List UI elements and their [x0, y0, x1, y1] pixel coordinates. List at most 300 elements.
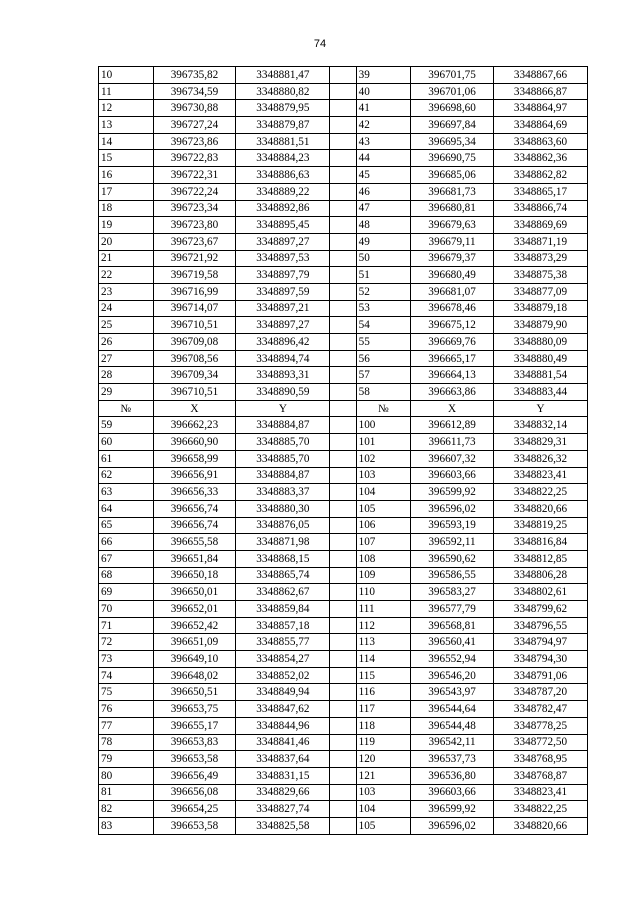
point-number-left: 70	[99, 601, 154, 618]
point-number-left: 16	[99, 167, 154, 184]
y-coordinate-right: 3348820,66	[494, 817, 588, 834]
point-number-left: 79	[99, 751, 154, 768]
y-coordinate-left: 3348879,95	[236, 100, 330, 117]
column-gap	[330, 384, 356, 401]
x-coordinate-right: 396537,73	[411, 751, 494, 768]
x-coordinate-right: 396583,27	[411, 584, 494, 601]
x-coordinate-right: 396552,94	[411, 651, 494, 668]
column-gap	[330, 183, 356, 200]
column-gap	[330, 484, 356, 501]
x-coordinate-left: 396655,58	[153, 534, 236, 551]
x-coordinate-right: 396690,75	[411, 150, 494, 167]
x-coordinate-right: 396599,92	[411, 801, 494, 818]
y-coordinate-left: 3348884,23	[236, 150, 330, 167]
x-coordinate-left: 396714,07	[153, 300, 236, 317]
y-coordinate-left: 3348897,59	[236, 283, 330, 300]
table-row	[99, 167, 588, 184]
column-gap	[330, 534, 356, 551]
point-number-right: 115	[356, 667, 411, 684]
point-number-left: 63	[99, 484, 154, 501]
x-coordinate-right: 396542,11	[411, 734, 494, 751]
table-row	[99, 500, 588, 517]
point-number-right: 103	[356, 467, 411, 484]
y-coordinate-left: 3348881,51	[236, 133, 330, 150]
y-coordinate-right: 3348873,29	[494, 250, 588, 267]
point-number-left: 62	[99, 467, 154, 484]
point-number-right: 118	[356, 717, 411, 734]
y-coordinate-right: 3348778,25	[494, 717, 588, 734]
x-coordinate-left: 396653,83	[153, 734, 236, 751]
table-row	[99, 717, 588, 734]
table-row	[99, 517, 588, 534]
table-row	[99, 133, 588, 150]
point-number-left: 15	[99, 150, 154, 167]
point-number-right: 104	[356, 801, 411, 818]
point-number-left: 67	[99, 550, 154, 567]
column-gap	[330, 684, 356, 701]
table-row	[99, 334, 588, 351]
table-row	[99, 567, 588, 584]
x-coordinate-left: 396734,59	[153, 83, 236, 100]
coordinates-table-body	[99, 67, 588, 835]
point-number-right: 106	[356, 517, 411, 534]
point-number-right: 105	[356, 500, 411, 517]
header-y-right: Y	[494, 400, 588, 417]
column-gap	[330, 367, 356, 384]
y-coordinate-right: 3348865,17	[494, 183, 588, 200]
x-coordinate-right: 396695,34	[411, 133, 494, 150]
point-number-left: 61	[99, 450, 154, 467]
y-coordinate-right: 3348879,90	[494, 317, 588, 334]
x-coordinate-right: 396544,64	[411, 701, 494, 718]
x-coordinate-right: 396603,66	[411, 784, 494, 801]
x-coordinate-left: 396653,58	[153, 751, 236, 768]
header-x-left: X	[153, 400, 236, 417]
point-number-left: 12	[99, 100, 154, 117]
point-number-right: 113	[356, 634, 411, 651]
y-coordinate-left: 3348897,53	[236, 250, 330, 267]
x-coordinate-right: 396543,97	[411, 684, 494, 701]
column-gap	[330, 817, 356, 834]
point-number-left: 74	[99, 667, 154, 684]
point-number-right: 40	[356, 83, 411, 100]
table-row	[99, 200, 588, 217]
table-row	[99, 784, 588, 801]
y-coordinate-right: 3348796,55	[494, 617, 588, 634]
x-coordinate-right: 396665,17	[411, 350, 494, 367]
y-coordinate-left: 3348896,42	[236, 334, 330, 351]
column-gap	[330, 200, 356, 217]
y-coordinate-right: 3348869,69	[494, 217, 588, 234]
point-number-right: 46	[356, 183, 411, 200]
x-coordinate-right: 396663,86	[411, 384, 494, 401]
column-gap	[330, 567, 356, 584]
x-coordinate-right: 396577,79	[411, 601, 494, 618]
point-number-right: 58	[356, 384, 411, 401]
x-coordinate-left: 396721,92	[153, 250, 236, 267]
y-coordinate-left: 3348825,58	[236, 817, 330, 834]
y-coordinate-left: 3348892,86	[236, 200, 330, 217]
table-row	[99, 300, 588, 317]
point-number-left: 26	[99, 334, 154, 351]
column-gap	[330, 667, 356, 684]
x-coordinate-right: 396593,19	[411, 517, 494, 534]
x-coordinate-left: 396650,01	[153, 584, 236, 601]
point-number-left: 80	[99, 767, 154, 784]
column-gap	[330, 584, 356, 601]
point-number-left: 13	[99, 117, 154, 134]
x-coordinate-left: 396656,91	[153, 467, 236, 484]
table-row	[99, 183, 588, 200]
y-coordinate-right: 3348864,97	[494, 100, 588, 117]
y-coordinate-left: 3348837,64	[236, 751, 330, 768]
x-coordinate-left: 396656,49	[153, 767, 236, 784]
x-coordinate-right: 396611,73	[411, 434, 494, 451]
point-number-right: 105	[356, 817, 411, 834]
x-coordinate-right: 396679,63	[411, 217, 494, 234]
header-x-right: X	[411, 400, 494, 417]
table-row	[99, 667, 588, 684]
x-coordinate-left: 396656,33	[153, 484, 236, 501]
column-gap	[330, 133, 356, 150]
y-coordinate-left: 3348889,22	[236, 183, 330, 200]
point-number-right: 117	[356, 701, 411, 718]
y-coordinate-left: 3348862,67	[236, 584, 330, 601]
y-coordinate-right: 3348879,18	[494, 300, 588, 317]
point-number-left: 24	[99, 300, 154, 317]
point-number-right: 109	[356, 567, 411, 584]
x-coordinate-left: 396709,34	[153, 367, 236, 384]
point-number-right: 45	[356, 167, 411, 184]
y-coordinate-right: 3348875,38	[494, 267, 588, 284]
y-coordinate-right: 3348862,36	[494, 150, 588, 167]
x-coordinate-left: 396722,83	[153, 150, 236, 167]
point-number-right: 47	[356, 200, 411, 217]
point-number-right: 110	[356, 584, 411, 601]
table-row	[99, 317, 588, 334]
y-coordinate-left: 3348884,87	[236, 467, 330, 484]
y-coordinate-right: 3348794,97	[494, 634, 588, 651]
point-number-right: 104	[356, 484, 411, 501]
y-coordinate-left: 3348829,66	[236, 784, 330, 801]
x-coordinate-right: 396607,32	[411, 450, 494, 467]
y-coordinate-left: 3348894,74	[236, 350, 330, 367]
y-coordinate-right: 3348791,06	[494, 667, 588, 684]
point-number-left: 72	[99, 634, 154, 651]
x-coordinate-right: 396681,07	[411, 283, 494, 300]
point-number-right: 120	[356, 751, 411, 768]
column-gap	[330, 550, 356, 567]
y-coordinate-left: 3348855,77	[236, 634, 330, 651]
table-row	[99, 534, 588, 551]
column-gap	[330, 350, 356, 367]
x-coordinate-left: 396722,31	[153, 167, 236, 184]
y-coordinate-right: 3348867,66	[494, 67, 588, 84]
table-row	[99, 651, 588, 668]
point-number-right: 111	[356, 601, 411, 618]
table-row	[99, 467, 588, 484]
table-row	[99, 250, 588, 267]
point-number-left: 23	[99, 283, 154, 300]
y-coordinate-left: 3348847,62	[236, 701, 330, 718]
x-coordinate-left: 396723,86	[153, 133, 236, 150]
y-coordinate-left: 3348885,70	[236, 434, 330, 451]
point-number-left: 73	[99, 651, 154, 668]
point-number-left: 78	[99, 734, 154, 751]
point-number-left: 27	[99, 350, 154, 367]
column-gap	[330, 150, 356, 167]
x-coordinate-left: 396656,08	[153, 784, 236, 801]
y-coordinate-right: 3348826,32	[494, 450, 588, 467]
y-coordinate-left: 3348841,46	[236, 734, 330, 751]
point-number-left: 60	[99, 434, 154, 451]
y-coordinate-left: 3348879,87	[236, 117, 330, 134]
y-coordinate-right: 3348816,84	[494, 534, 588, 551]
x-coordinate-right: 396599,92	[411, 484, 494, 501]
y-coordinate-right: 3348864,69	[494, 117, 588, 134]
point-number-right: 119	[356, 734, 411, 751]
y-coordinate-left: 3348854,27	[236, 651, 330, 668]
point-number-left: 59	[99, 417, 154, 434]
x-coordinate-right: 396681,73	[411, 183, 494, 200]
table-row	[99, 484, 588, 501]
point-number-right: 102	[356, 450, 411, 467]
x-coordinate-left: 396650,18	[153, 567, 236, 584]
y-coordinate-left: 3348881,47	[236, 67, 330, 84]
y-coordinate-right: 3348768,87	[494, 767, 588, 784]
point-number-left: 75	[99, 684, 154, 701]
table-row	[99, 350, 588, 367]
y-coordinate-left: 3348871,98	[236, 534, 330, 551]
x-coordinate-left: 396651,09	[153, 634, 236, 651]
y-coordinate-left: 3348883,37	[236, 484, 330, 501]
x-coordinate-left: 396722,24	[153, 183, 236, 200]
y-coordinate-left: 3348865,74	[236, 567, 330, 584]
y-coordinate-left: 3348868,15	[236, 550, 330, 567]
y-coordinate-right: 3348880,49	[494, 350, 588, 367]
y-coordinate-right: 3348823,41	[494, 467, 588, 484]
table-row	[99, 634, 588, 651]
y-coordinate-left: 3348844,96	[236, 717, 330, 734]
x-coordinate-right: 396568,81	[411, 617, 494, 634]
x-coordinate-right: 396669,76	[411, 334, 494, 351]
x-coordinate-left: 396719,58	[153, 267, 236, 284]
column-gap	[330, 434, 356, 451]
column-gap	[330, 801, 356, 818]
table-row	[99, 701, 588, 718]
y-coordinate-right: 3348871,19	[494, 233, 588, 250]
y-coordinate-right: 3348819,25	[494, 517, 588, 534]
column-gap	[330, 334, 356, 351]
y-coordinate-left: 3348884,87	[236, 417, 330, 434]
header-num-right: №	[356, 400, 411, 417]
x-coordinate-left: 396650,51	[153, 684, 236, 701]
x-coordinate-left: 396730,88	[153, 100, 236, 117]
point-number-right: 41	[356, 100, 411, 117]
x-coordinate-right: 396596,02	[411, 817, 494, 834]
y-coordinate-left: 3348897,21	[236, 300, 330, 317]
y-coordinate-left: 3348880,82	[236, 83, 330, 100]
y-coordinate-right: 3348822,25	[494, 484, 588, 501]
column-gap	[330, 517, 356, 534]
y-coordinate-right: 3348883,44	[494, 384, 588, 401]
header-y-left: Y	[236, 400, 330, 417]
x-coordinate-left: 396652,01	[153, 601, 236, 618]
y-coordinate-right: 3348880,09	[494, 334, 588, 351]
point-number-left: 68	[99, 567, 154, 584]
table-header-row	[99, 400, 588, 417]
y-coordinate-right: 3348881,54	[494, 367, 588, 384]
x-coordinate-left: 396654,25	[153, 801, 236, 818]
point-number-right: 101	[356, 434, 411, 451]
y-coordinate-right: 3348802,61	[494, 584, 588, 601]
y-coordinate-left: 3348893,31	[236, 367, 330, 384]
point-number-right: 42	[356, 117, 411, 134]
y-coordinate-left: 3348897,79	[236, 267, 330, 284]
x-coordinate-left: 396723,80	[153, 217, 236, 234]
table-row	[99, 584, 588, 601]
y-coordinate-right: 3348829,31	[494, 434, 588, 451]
point-number-left: 14	[99, 133, 154, 150]
x-coordinate-left: 396662,23	[153, 417, 236, 434]
point-number-right: 121	[356, 767, 411, 784]
point-number-left: 20	[99, 233, 154, 250]
point-number-left: 76	[99, 701, 154, 718]
point-number-right: 52	[356, 283, 411, 300]
column-gap	[330, 784, 356, 801]
table-row	[99, 550, 588, 567]
x-coordinate-left: 396660,90	[153, 434, 236, 451]
y-coordinate-left: 3348857,18	[236, 617, 330, 634]
column-gap	[330, 601, 356, 618]
point-number-right: 55	[356, 334, 411, 351]
column-gap	[330, 167, 356, 184]
point-number-left: 18	[99, 200, 154, 217]
x-coordinate-left: 396656,74	[153, 500, 236, 517]
table-row	[99, 417, 588, 434]
column-gap	[330, 83, 356, 100]
point-number-right: 54	[356, 317, 411, 334]
y-coordinate-left: 3348897,27	[236, 233, 330, 250]
y-coordinate-left: 3348827,74	[236, 801, 330, 818]
point-number-left: 65	[99, 517, 154, 534]
x-coordinate-left: 396735,82	[153, 67, 236, 84]
x-coordinate-right: 396675,12	[411, 317, 494, 334]
y-coordinate-right: 3348806,28	[494, 567, 588, 584]
x-coordinate-right: 396678,46	[411, 300, 494, 317]
column-gap	[330, 701, 356, 718]
x-coordinate-left: 396655,17	[153, 717, 236, 734]
point-number-left: 69	[99, 584, 154, 601]
point-number-left: 77	[99, 717, 154, 734]
x-coordinate-right: 396679,11	[411, 233, 494, 250]
column-gap	[330, 283, 356, 300]
column-gap	[330, 617, 356, 634]
table-row	[99, 217, 588, 234]
table-row	[99, 617, 588, 634]
table-row	[99, 684, 588, 701]
table-row	[99, 767, 588, 784]
coordinates-table	[98, 66, 588, 835]
x-coordinate-right: 396679,37	[411, 250, 494, 267]
x-coordinate-left: 396708,56	[153, 350, 236, 367]
y-coordinate-left: 3348895,45	[236, 217, 330, 234]
y-coordinate-right: 3348822,25	[494, 801, 588, 818]
table-row	[99, 450, 588, 467]
point-number-right: 50	[356, 250, 411, 267]
point-number-left: 66	[99, 534, 154, 551]
x-coordinate-right: 396603,66	[411, 467, 494, 484]
x-coordinate-right: 396590,62	[411, 550, 494, 567]
table-row	[99, 67, 588, 84]
x-coordinate-right: 396685,06	[411, 167, 494, 184]
column-gap	[330, 300, 356, 317]
point-number-left: 25	[99, 317, 154, 334]
point-number-right: 57	[356, 367, 411, 384]
x-coordinate-right: 396544,48	[411, 717, 494, 734]
point-number-left: 29	[99, 384, 154, 401]
y-coordinate-right: 3348832,14	[494, 417, 588, 434]
x-coordinate-right: 396698,60	[411, 100, 494, 117]
x-coordinate-right: 396612,89	[411, 417, 494, 434]
page-number: 74	[313, 38, 327, 50]
y-coordinate-left: 3348886,63	[236, 167, 330, 184]
point-number-right: 48	[356, 217, 411, 234]
x-coordinate-left: 396653,75	[153, 701, 236, 718]
point-number-left: 11	[99, 83, 154, 100]
x-coordinate-right: 396560,41	[411, 634, 494, 651]
table-row	[99, 434, 588, 451]
point-number-left: 21	[99, 250, 154, 267]
y-coordinate-right: 3348866,74	[494, 200, 588, 217]
point-number-right: 51	[356, 267, 411, 284]
x-coordinate-right: 396546,20	[411, 667, 494, 684]
x-coordinate-left: 396723,34	[153, 200, 236, 217]
x-coordinate-left: 396648,02	[153, 667, 236, 684]
column-gap	[330, 751, 356, 768]
y-coordinate-left: 3348831,15	[236, 767, 330, 784]
column-gap	[330, 250, 356, 267]
column-gap	[330, 417, 356, 434]
x-coordinate-right: 396680,81	[411, 200, 494, 217]
x-coordinate-left: 396656,74	[153, 517, 236, 534]
x-coordinate-right: 396536,80	[411, 767, 494, 784]
table-row	[99, 384, 588, 401]
x-coordinate-left: 396653,58	[153, 817, 236, 834]
column-gap	[330, 400, 356, 417]
column-gap	[330, 450, 356, 467]
table-row	[99, 734, 588, 751]
point-number-right: 108	[356, 550, 411, 567]
y-coordinate-right: 3348772,50	[494, 734, 588, 751]
header-num-left: №	[99, 400, 154, 417]
y-coordinate-right: 3348820,66	[494, 500, 588, 517]
table-row	[99, 601, 588, 618]
point-number-left: 82	[99, 801, 154, 818]
table-row	[99, 83, 588, 100]
table-row	[99, 233, 588, 250]
y-coordinate-left: 3348890,59	[236, 384, 330, 401]
y-coordinate-left: 3348876,05	[236, 517, 330, 534]
point-number-left: 64	[99, 500, 154, 517]
point-number-left: 28	[99, 367, 154, 384]
column-gap	[330, 67, 356, 84]
point-number-left: 10	[99, 67, 154, 84]
x-coordinate-left: 396716,99	[153, 283, 236, 300]
y-coordinate-right: 3348812,85	[494, 550, 588, 567]
column-gap	[330, 317, 356, 334]
x-coordinate-left: 396658,99	[153, 450, 236, 467]
